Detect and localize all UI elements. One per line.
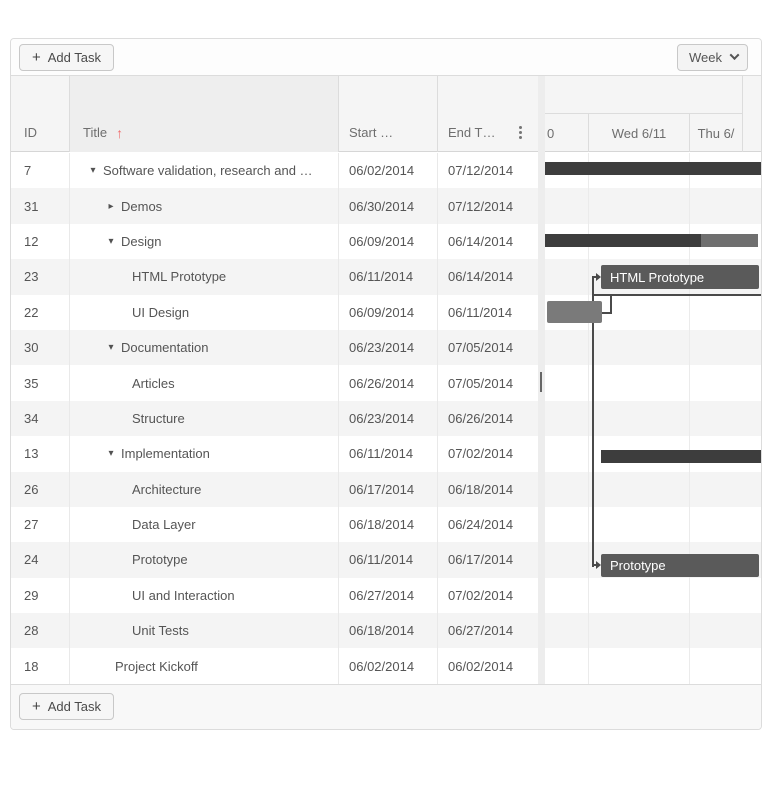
column-header-id-label: ID xyxy=(24,125,37,140)
row-id-cell: 13 xyxy=(24,446,39,462)
task-title-label: Documentation xyxy=(121,340,209,356)
row-start-cell: 06/30/2014 xyxy=(338,188,437,223)
row-start-cell: 06/09/2014 xyxy=(338,224,437,259)
header-band xyxy=(11,76,761,152)
row-title-cell xyxy=(69,436,338,471)
row-end-cell: 06/18/2014 xyxy=(437,472,538,507)
row-start-cell: 06/17/2014 xyxy=(338,472,437,507)
row-start-cell: 06/23/2014 xyxy=(338,330,437,365)
gantt-bar-task[interactable] xyxy=(547,301,602,323)
row-title-cell xyxy=(69,330,338,365)
timeline-body xyxy=(545,153,761,684)
timeline-row-stripe xyxy=(545,578,761,613)
row-start-cell: 06/18/2014 xyxy=(338,507,437,542)
task-title-label: HTML Prototype xyxy=(132,269,227,285)
timeline-row-stripe xyxy=(545,365,761,400)
row-end-cell: 06/24/2014 xyxy=(437,507,538,542)
row-title-cell xyxy=(69,295,338,330)
gantt-bar-summary-complete xyxy=(545,162,761,175)
row-start-cell: 06/27/2014 xyxy=(338,578,437,613)
add-task-button-footer[interactable] xyxy=(19,693,114,720)
column-header-start[interactable] xyxy=(338,76,437,152)
row-id-cell: 30 xyxy=(24,340,39,356)
gantt-footer xyxy=(11,684,761,729)
collapse-icon[interactable]: ▾ xyxy=(108,342,114,354)
timeline-header xyxy=(545,76,762,152)
column-header-title[interactable] xyxy=(69,76,338,152)
collapse-icon[interactable]: ▾ xyxy=(90,165,96,177)
row-start-cell: 06/09/2014 xyxy=(338,295,437,330)
task-grid xyxy=(11,153,538,684)
row-title-cell xyxy=(69,259,338,294)
row-end-cell: 06/26/2014 xyxy=(437,401,538,436)
table-row[interactable] xyxy=(11,578,538,613)
gantt-widget xyxy=(10,38,762,730)
gantt-bar-task[interactable] xyxy=(601,554,759,577)
task-title-label: Data Layer xyxy=(132,517,196,533)
task-title-label: Structure xyxy=(132,410,185,426)
task-title-label: UI Design xyxy=(132,304,190,320)
gantt-toolbar xyxy=(11,39,761,76)
row-id-cell: 12 xyxy=(24,233,39,249)
task-title-label: Demos xyxy=(121,198,163,214)
timeline-day-header: Thu 6/ xyxy=(689,114,742,152)
table-row[interactable] xyxy=(11,542,538,577)
timeline-row-stripe xyxy=(545,401,761,436)
row-end-cell: 06/17/2014 xyxy=(437,542,538,577)
column-header-start-label: Start … xyxy=(349,125,394,140)
column-menu-icon[interactable] xyxy=(517,124,524,141)
timeline-row-stripe xyxy=(545,330,761,365)
timeline-row-stripe xyxy=(545,613,761,648)
timeline-day-gridline xyxy=(588,153,589,684)
dependency-line xyxy=(601,312,612,314)
row-title-cell xyxy=(69,542,338,577)
row-id-cell: 28 xyxy=(24,623,39,639)
column-header-id[interactable] xyxy=(11,76,69,152)
row-id-cell: 22 xyxy=(24,304,39,320)
row-end-cell: 07/12/2014 xyxy=(437,153,538,188)
row-title-cell xyxy=(69,507,338,542)
column-header-end[interactable] xyxy=(437,76,538,152)
timeline-row-stripe xyxy=(545,648,761,683)
row-start-cell: 06/11/2014 xyxy=(338,436,437,471)
timeline-day-gridline xyxy=(689,153,690,684)
view-select[interactable] xyxy=(677,44,748,71)
row-title-cell xyxy=(69,578,338,613)
table-row[interactable] xyxy=(11,436,538,471)
add-task-button-label: Add Task xyxy=(47,50,102,65)
add-task-button-label: Add Task xyxy=(47,699,102,714)
task-title-label: UI and Interaction xyxy=(132,587,235,603)
gantt-bar-summary[interactable] xyxy=(545,234,758,247)
table-row[interactable] xyxy=(11,507,538,542)
row-end-cell: 06/14/2014 xyxy=(437,224,538,259)
task-title-label: Articles xyxy=(132,375,175,391)
row-start-cell: 06/11/2014 xyxy=(338,542,437,577)
row-title-cell xyxy=(69,224,338,259)
table-row[interactable] xyxy=(11,648,538,683)
gantt-bar-summary-complete xyxy=(545,234,701,247)
row-end-cell: 07/05/2014 xyxy=(437,330,538,365)
row-id-cell: 24 xyxy=(24,552,39,568)
row-start-cell: 06/26/2014 xyxy=(338,365,437,400)
row-id-cell: 23 xyxy=(24,269,39,285)
plus-icon: + xyxy=(32,698,41,715)
gantt-bar-task[interactable] xyxy=(601,265,759,289)
task-title-label: Design xyxy=(121,233,162,249)
add-task-button[interactable] xyxy=(19,44,114,71)
row-start-cell: 06/02/2014 xyxy=(338,153,437,188)
table-row[interactable] xyxy=(11,401,538,436)
table-row[interactable] xyxy=(11,259,538,294)
row-title-cell xyxy=(69,648,338,683)
task-title-label: Prototype xyxy=(132,552,188,568)
row-start-cell: 06/18/2014 xyxy=(338,613,437,648)
table-row[interactable] xyxy=(11,613,538,648)
timeline-day-header: 0 xyxy=(547,125,555,141)
chevron-down-icon xyxy=(730,50,740,60)
pane-splitter[interactable] xyxy=(538,76,545,684)
timeline-row-stripe xyxy=(545,472,761,507)
plus-icon: + xyxy=(32,49,41,66)
timeline-row-stripe xyxy=(545,507,761,542)
row-id-cell: 27 xyxy=(24,517,39,533)
sort-ascending-icon: ↑ xyxy=(116,125,124,141)
column-header-title-label: Title xyxy=(83,125,108,140)
row-id-cell: 35 xyxy=(24,375,39,391)
row-end-cell: 06/27/2014 xyxy=(437,613,538,648)
row-id-cell: 29 xyxy=(24,587,39,603)
table-row[interactable] xyxy=(11,330,538,365)
table-row[interactable] xyxy=(11,153,538,188)
week-boundary-line xyxy=(742,76,743,152)
row-id-cell: 34 xyxy=(24,410,39,426)
task-title-label: Implementation xyxy=(121,446,210,462)
column-header-end-label: End T… xyxy=(448,125,496,140)
row-end-cell: 07/12/2014 xyxy=(437,188,538,223)
dependency-line xyxy=(610,294,612,314)
gantt-bar-label: Prototype xyxy=(610,558,666,573)
task-title-label: Unit Tests xyxy=(132,623,189,639)
gantt-bar-summary-complete xyxy=(601,450,761,463)
task-title-label: Project Kickoff xyxy=(115,658,198,674)
splitter-drag-handle-icon[interactable] xyxy=(540,372,542,392)
dependency-line xyxy=(592,294,761,296)
row-title-cell xyxy=(69,188,338,223)
row-end-cell: 06/02/2014 xyxy=(437,648,538,683)
row-end-cell: 07/02/2014 xyxy=(437,578,538,613)
row-title-cell xyxy=(69,153,338,188)
row-end-cell: 06/14/2014 xyxy=(437,259,538,294)
row-title-cell xyxy=(69,613,338,648)
timeline-day-header: Wed 6/11 xyxy=(588,114,689,152)
row-id-cell: 26 xyxy=(24,481,39,497)
gantt-bar-summary[interactable] xyxy=(601,450,761,463)
table-row[interactable] xyxy=(11,472,538,507)
collapse-icon[interactable]: ▾ xyxy=(108,235,114,247)
row-end-cell: 06/11/2014 xyxy=(437,295,538,330)
collapse-icon[interactable]: ▾ xyxy=(108,448,114,460)
row-id-cell: 18 xyxy=(24,658,39,674)
row-id-cell: 31 xyxy=(24,198,39,214)
table-row[interactable] xyxy=(11,224,538,259)
table-row[interactable] xyxy=(11,365,538,400)
row-title-cell xyxy=(69,401,338,436)
row-start-cell: 06/02/2014 xyxy=(338,648,437,683)
view-select-value: Week xyxy=(689,50,722,65)
row-start-cell: 06/23/2014 xyxy=(338,401,437,436)
row-end-cell: 07/02/2014 xyxy=(437,436,538,471)
gantt-bar-summary[interactable] xyxy=(545,162,761,175)
row-title-cell xyxy=(69,365,338,400)
row-title-cell xyxy=(69,472,338,507)
table-row[interactable] xyxy=(11,188,538,223)
task-title-label: Software validation, research and … xyxy=(103,163,313,179)
gantt-bar-label: HTML Prototype xyxy=(610,269,705,285)
row-id-cell: 7 xyxy=(24,163,32,179)
task-title-label: Architecture xyxy=(132,481,202,497)
timeline-row-stripe xyxy=(545,188,761,223)
table-row[interactable] xyxy=(11,295,538,330)
row-end-cell: 07/05/2014 xyxy=(437,365,538,400)
expand-icon[interactable]: ▸ xyxy=(108,200,114,212)
row-start-cell: 06/11/2014 xyxy=(338,259,437,294)
